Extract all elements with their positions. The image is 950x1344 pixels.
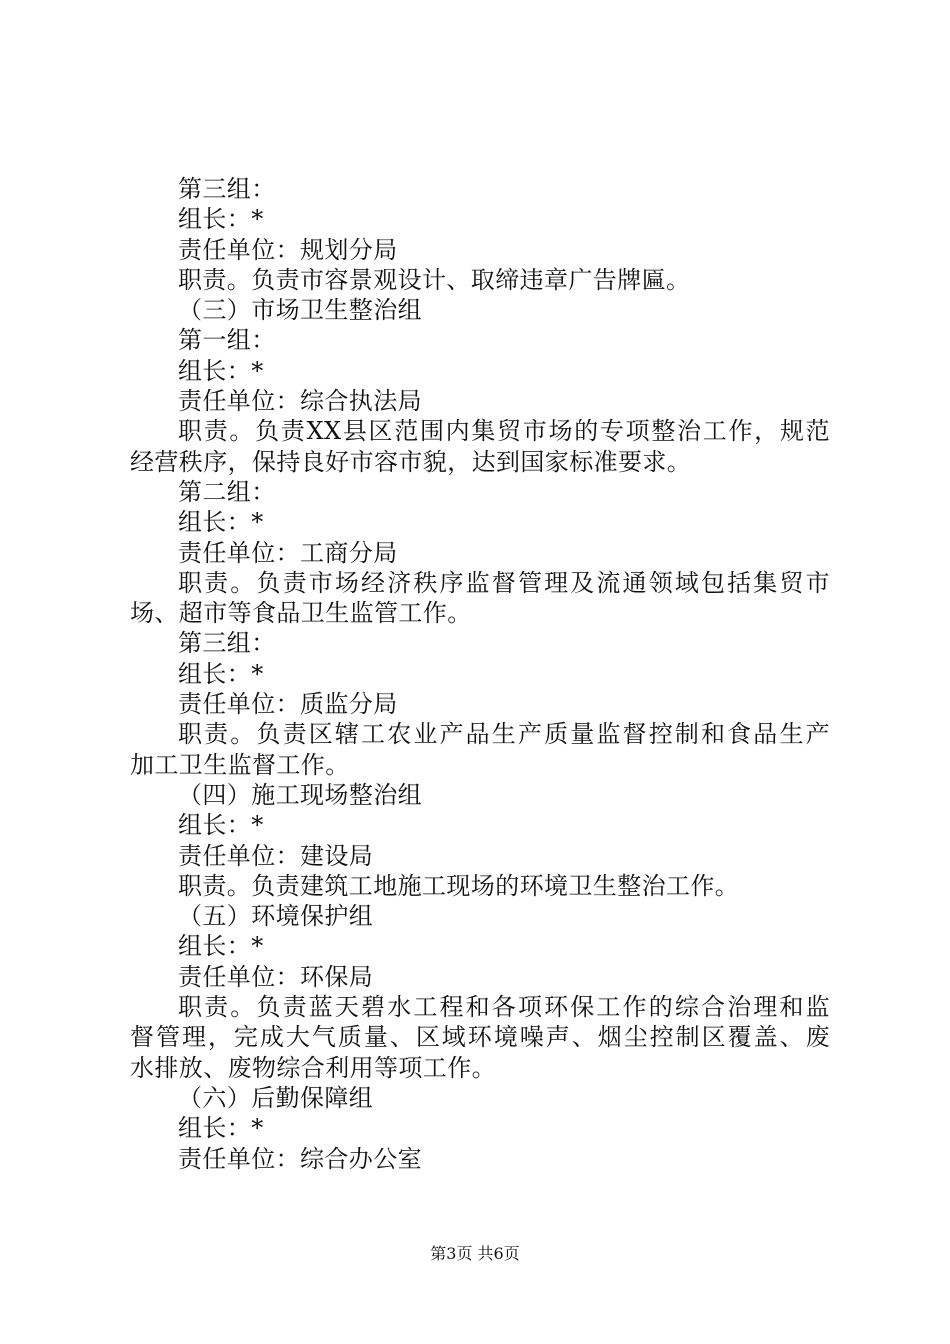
duty-text: 职责。负责区辖工农业产品生产质量监督控制和食品生产 (178, 720, 830, 749)
responsible-unit: 责任单位：综合执法局 (178, 387, 422, 416)
document-body (130, 174, 830, 1174)
group-leader: 组长：* (178, 932, 264, 961)
duty-text: 职责。负责市容景观设计、取缔违章广告牌匾。 (178, 265, 691, 294)
group-leader: 组长：* (178, 811, 264, 840)
group-heading: 第一组： (178, 326, 276, 355)
duty-text: 职责。负责建筑工地施工现场的环境卫生整治工作。 (178, 871, 740, 900)
group-leader: 组长：* (178, 1114, 264, 1143)
duty-text: 职责。负责蓝天碧水工程和各项环保工作的综合治理和监 (178, 993, 830, 1022)
section-heading: （六）后勤保障组 (178, 1083, 374, 1112)
section-heading: （三）市场卫生整治组 (178, 296, 422, 325)
responsible-unit: 责任单位：环保局 (178, 962, 374, 991)
responsible-unit: 责任单位：工商分局 (178, 538, 398, 567)
responsible-unit: 责任单位：质监分局 (178, 690, 398, 719)
duty-text-continued: 督管理，完成大气质量、区域环境噪声、烟尘控制区覆盖、废 (130, 1023, 830, 1052)
group-leader: 组长：* (178, 205, 264, 234)
group-heading: 第三组： (178, 629, 276, 658)
duty-text-continued: 经营秩序，保持良好市容市貌，达到国家标准要求。 (130, 447, 692, 476)
duty-text: 职责。负责XX县区范围内集贸市场的专项整治工作，规范 (178, 417, 830, 446)
section-heading: （四）施工现场整治组 (178, 780, 422, 809)
group-leader: 组长：* (178, 508, 264, 537)
group-leader: 组长：* (178, 659, 264, 688)
duty-text-continued: 水排放、废物综合利用等项工作。 (130, 1053, 496, 1082)
section-heading: （五）环境保护组 (178, 902, 374, 931)
group-heading: 第二组： (178, 477, 276, 506)
duty-text-continued: 场、超市等食品卫生监管工作。 (130, 599, 472, 628)
responsible-unit: 责任单位：建设局 (178, 841, 374, 870)
page-number-footer: 第3页 共6页 (430, 1244, 520, 1263)
group-leader: 组长：* (178, 356, 264, 385)
group-heading: 第三组： (178, 175, 276, 203)
duty-text: 职责。负责市场经济秩序监督管理及流通领域包括集贸市 (178, 568, 830, 597)
responsible-unit: 责任单位：综合办公室 (178, 1144, 422, 1173)
responsible-unit: 责任单位：规划分局 (178, 235, 398, 264)
duty-text-continued: 加工卫生监督工作。 (130, 750, 350, 779)
